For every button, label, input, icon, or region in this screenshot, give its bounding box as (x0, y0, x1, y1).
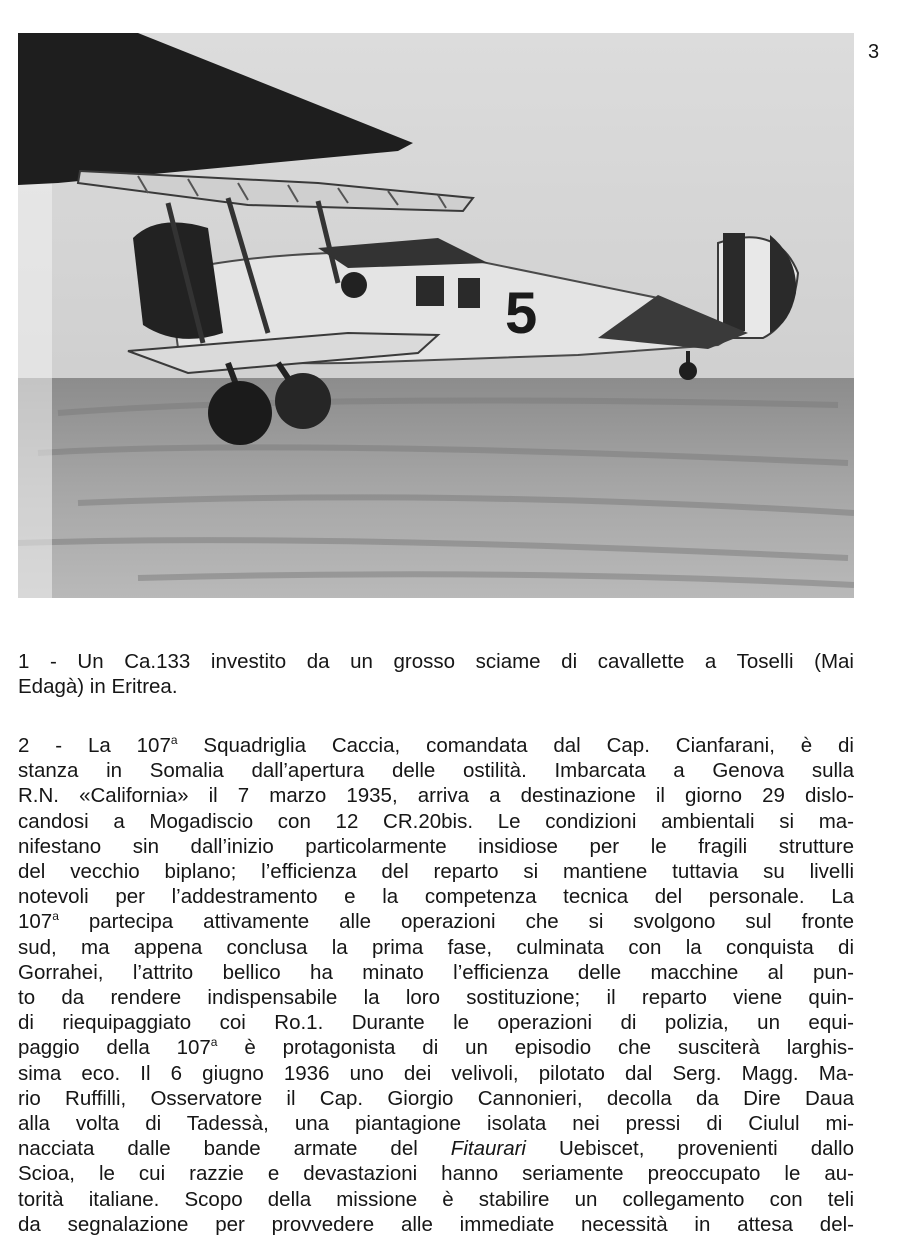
caption-2-line: torità italiane. Scopo della missione è stabilire un collegamento con teli (18, 1187, 854, 1211)
caption-2-line: 107$^a$ partecipa attivamente alle operazioni che si svolgono sul fronte (18, 909, 854, 934)
caption-2-line: alla volta di Tadessà, una piantagione isolata nei pressi di Ciulul mi- (18, 1112, 854, 1136)
caption-2-line: nacciata dalle bande armate del Fitaurari Uebiscet, provenienti dallo (18, 1137, 855, 1161)
caption-2-line: R.N. «California» il 7 marzo 1935, arriva a destinazione il giorno 29 dislo- (18, 784, 854, 808)
fuselage-number: 5 (505, 281, 538, 346)
caption-2-line: paggio della 107$^a$ è protagonista di un episodio che susciterà larghis- (18, 1035, 855, 1060)
caption-2-line: to da rendere indispensabile la loro sostituzione; il reparto viene quin- (18, 986, 854, 1010)
caption-2-line: stanza in Somalia dall’apertura delle ostilità. Imbarcata a Genova sulla (18, 759, 854, 783)
caption-2-line: sima eco. Il 6 giugno 1936 uno dei velivoli, pilotato dal Serg. Magg. Ma- (18, 1061, 854, 1085)
biplane-photo (18, 33, 854, 598)
main-wheel-front (208, 381, 272, 445)
window-2 (458, 278, 480, 308)
ground (18, 378, 854, 598)
caption-2-line: notevoli per l’addestramento e la competenza tecnica del personale. La (18, 885, 854, 909)
page-number: 3 (868, 41, 880, 63)
caption-2-line: di riequipaggiato coi Ro.1. Durante le operazioni di polizia, un equi- (18, 1011, 854, 1035)
caption-1-line: 1 - Un Ca.133 investito da un grosso sciame di cavallette a Toselli (Mai (18, 650, 854, 673)
caption-2-line: Scioa, le cui razzie e devastazioni hanno seriamente preoccupato le au- (18, 1162, 854, 1186)
caption-2-line: candosi a Mogadiscio con 12 CR.20bis. Le condizioni ambientali si ma- (18, 809, 854, 833)
caption-1-line: Edagà) in Eritrea. (18, 675, 178, 699)
tail-wheel (679, 362, 697, 380)
caption-2-line: da segnalazione per provvedere alle immediate necessità in attesa del- (18, 1212, 854, 1236)
caption-2-line: 2 - La 107$^a$ Squadriglia Caccia, comandata dal Cap. Cianfarani, è di (18, 733, 854, 757)
main-wheel-rear (275, 373, 331, 429)
caption-2-line: sud, ma appena conclusa la prima fase, culminata con la conquista di (18, 935, 854, 959)
tail-stripe-dark (723, 233, 745, 331)
caption-2-line: del vecchio biplano; l’efficienza del reparto si mantiene tuttavia su livelli (18, 860, 854, 884)
fuselage-roundel (341, 272, 367, 298)
caption-1 (18, 649, 854, 699)
caption-2 (18, 733, 854, 1237)
caption-2-line: nifestano sin dall’inizio particolarmente insidiose per le fragili strutture (18, 834, 854, 858)
caption-2-line: Gorrahei, l’attrito bellico ha minato l’efficienza delle macchine al pun- (18, 960, 854, 984)
caption-2-line: rio Ruffilli, Osservatore il Cap. Giorgio Cannonieri, decolla da Dire Daua (18, 1086, 854, 1110)
window-1 (416, 276, 444, 306)
